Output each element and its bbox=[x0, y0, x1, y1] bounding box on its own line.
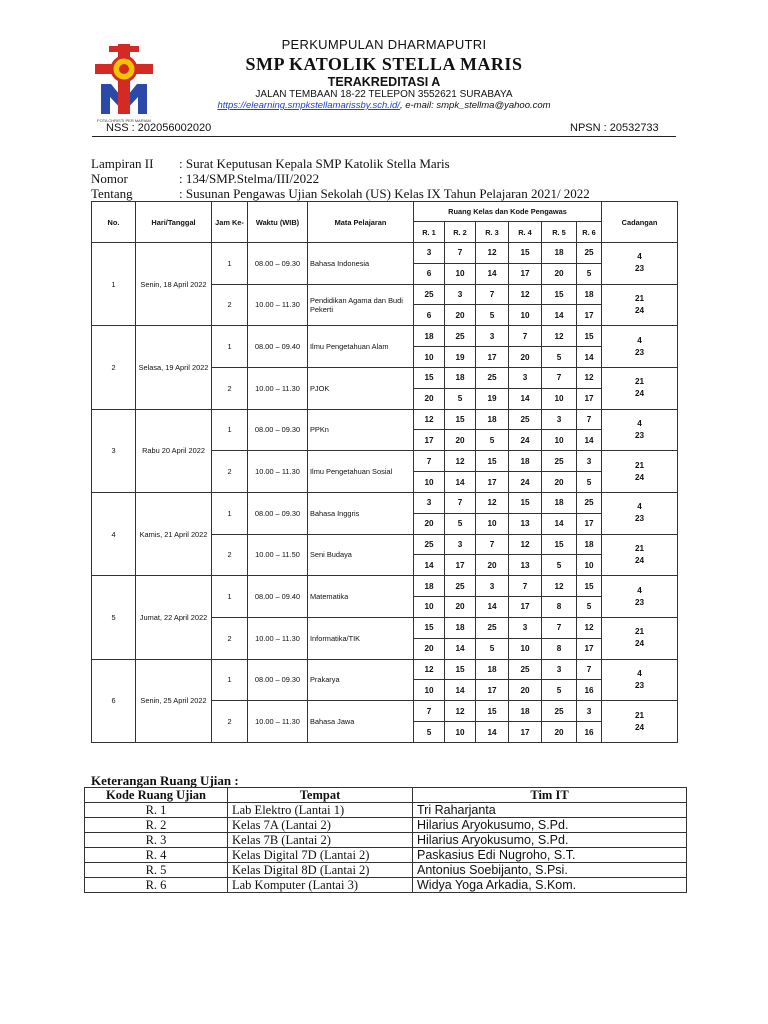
proctor-code: 17 bbox=[476, 680, 509, 701]
session-number: 2 bbox=[212, 284, 248, 326]
session-number: 2 bbox=[212, 617, 248, 659]
proctor-code: 17 bbox=[577, 513, 602, 534]
proctor-code: 20 bbox=[445, 305, 476, 326]
proctor-code: 15 bbox=[509, 243, 542, 264]
proctor-code: 7 bbox=[577, 409, 602, 430]
proctor-code: 15 bbox=[542, 534, 577, 555]
proctor-code: 17 bbox=[414, 430, 445, 451]
proctor-code: 10 bbox=[577, 555, 602, 576]
proctor-code: 14 bbox=[542, 513, 577, 534]
proctor-code: 16 bbox=[577, 680, 602, 701]
logo-caption: FOTA CHRISTI PER MARIAM bbox=[97, 118, 151, 123]
proctor-code: 15 bbox=[445, 409, 476, 430]
proctor-code: 25 bbox=[577, 492, 602, 513]
proctor-code: 5 bbox=[476, 305, 509, 326]
reserve-code: 21 bbox=[634, 377, 645, 387]
reserve-code: 24 bbox=[634, 639, 645, 649]
header-no: No. bbox=[92, 202, 136, 243]
session-time: 08.00 – 09.30 bbox=[248, 659, 308, 701]
proctor-code: 14 bbox=[577, 347, 602, 368]
proctor-code: 5 bbox=[542, 555, 577, 576]
proctor-code: 20 bbox=[476, 555, 509, 576]
session-subject: Bahasa Jawa bbox=[308, 701, 414, 743]
proctor-code: 18 bbox=[542, 243, 577, 264]
legend-row bbox=[85, 863, 687, 878]
meta-label: Lampiran II bbox=[91, 156, 154, 171]
proctor-code: 25 bbox=[542, 701, 577, 722]
meta-tentang bbox=[91, 186, 590, 202]
room-place: Kelas 7A (Lantai 2) bbox=[228, 818, 413, 833]
header-time: Waktu (WIB) bbox=[248, 202, 308, 243]
proctor-code: 14 bbox=[509, 388, 542, 409]
reserve-proctors bbox=[602, 243, 678, 285]
nss-number: NSS : 202056002020 bbox=[106, 122, 212, 134]
meta-lampiran bbox=[91, 156, 450, 172]
session-number: 2 bbox=[212, 534, 248, 576]
table-row bbox=[92, 326, 678, 347]
proctor-code: 18 bbox=[414, 326, 445, 347]
proctor-code: 18 bbox=[577, 284, 602, 305]
meta-label: Nomor bbox=[91, 171, 128, 186]
session-subject: PJOK bbox=[308, 367, 414, 409]
room-place: Lab Elektro (Lantai 1) bbox=[228, 803, 413, 818]
proctor-code: 10 bbox=[445, 722, 476, 743]
reserve-code: 23 bbox=[634, 264, 645, 274]
meta-value: : Surat Keputusan Kepala SMP Katolik Stella Maris bbox=[179, 156, 450, 171]
proctor-code: 3 bbox=[509, 617, 542, 638]
proctor-code: 3 bbox=[445, 284, 476, 305]
session-subject: Ilmu Pengetahuan Alam bbox=[308, 326, 414, 368]
proctor-code: 15 bbox=[542, 284, 577, 305]
room-code: R. 6 bbox=[85, 878, 228, 893]
proctor-code: 25 bbox=[414, 534, 445, 555]
email-text: , e-mail: smpk_stellma@yahoo.com bbox=[399, 100, 551, 111]
header-subject: Mata Pelajaran bbox=[308, 202, 414, 243]
session-subject: Bahasa Indonesia bbox=[308, 243, 414, 285]
proctor-code: 18 bbox=[509, 701, 542, 722]
proctor-code: 14 bbox=[476, 597, 509, 618]
proctor-code: 15 bbox=[476, 701, 509, 722]
proctor-code: 25 bbox=[445, 576, 476, 597]
proctor-code: 7 bbox=[476, 284, 509, 305]
it-staff: Hilarius Aryokusumo, S.Pd. bbox=[413, 833, 687, 848]
proctor-code: 20 bbox=[509, 680, 542, 701]
proctor-code: 12 bbox=[445, 451, 476, 472]
organization-name: PERKUMPULAN DHARMAPUTRI bbox=[281, 37, 487, 52]
reserve-code: 4 bbox=[637, 252, 642, 262]
proctor-code: 10 bbox=[542, 388, 577, 409]
proctor-code: 18 bbox=[445, 367, 476, 388]
reserve-code: 23 bbox=[634, 347, 645, 357]
meta-value: : 134/SMP.Stelma/III/2022 bbox=[179, 171, 320, 186]
session-time: 08.00 – 09.30 bbox=[248, 492, 308, 534]
proctor-code: 12 bbox=[476, 243, 509, 264]
proctor-code: 25 bbox=[445, 326, 476, 347]
session-subject: PPKn bbox=[308, 409, 414, 451]
day-date: Rabu 20 April 2022 bbox=[136, 409, 212, 492]
school-name: SMP KATOLIK STELLA MARIS bbox=[245, 54, 523, 74]
session-number: 1 bbox=[212, 243, 248, 285]
session-subject: Ilmu Pengetahuan Sosial bbox=[308, 451, 414, 493]
header-room-1: R. 1 bbox=[414, 222, 445, 243]
meta-label: Tentang bbox=[91, 186, 133, 201]
reserve-code: 4 bbox=[637, 335, 642, 345]
proctor-code: 17 bbox=[476, 347, 509, 368]
proctor-code: 10 bbox=[414, 680, 445, 701]
proctor-code: 17 bbox=[577, 638, 602, 659]
proctor-code: 5 bbox=[577, 263, 602, 284]
proctor-code: 18 bbox=[414, 576, 445, 597]
reserve-proctors bbox=[602, 576, 678, 618]
proctor-code: 3 bbox=[542, 659, 577, 680]
header-room-3: R. 3 bbox=[476, 222, 509, 243]
day-number: 6 bbox=[92, 659, 136, 742]
room-code: R. 5 bbox=[85, 863, 228, 878]
proctor-code: 7 bbox=[414, 451, 445, 472]
header-room-6: R. 6 bbox=[577, 222, 602, 243]
session-time: 10.00 – 11.30 bbox=[248, 701, 308, 743]
session-number: 1 bbox=[212, 326, 248, 368]
legend-header-it: Tim IT bbox=[413, 788, 687, 803]
session-number: 2 bbox=[212, 367, 248, 409]
proctor-code: 18 bbox=[445, 617, 476, 638]
reserve-code: 21 bbox=[634, 293, 645, 303]
proctor-code: 7 bbox=[445, 492, 476, 513]
room-legend-table bbox=[84, 787, 687, 893]
proctor-code: 12 bbox=[542, 326, 577, 347]
proctor-code: 12 bbox=[542, 576, 577, 597]
reserve-proctors bbox=[602, 659, 678, 701]
proctor-code: 7 bbox=[542, 617, 577, 638]
proctor-code: 18 bbox=[509, 451, 542, 472]
proctor-code: 16 bbox=[577, 722, 602, 743]
reserve-code: 24 bbox=[634, 555, 645, 565]
proctor-code: 24 bbox=[509, 472, 542, 493]
session-subject: Prakarya bbox=[308, 659, 414, 701]
proctor-code: 13 bbox=[509, 513, 542, 534]
proctor-code: 6 bbox=[414, 305, 445, 326]
proctor-code: 20 bbox=[414, 513, 445, 534]
table-row bbox=[92, 243, 678, 264]
proctor-code: 25 bbox=[509, 659, 542, 680]
proctor-code: 15 bbox=[414, 367, 445, 388]
proctor-code: 14 bbox=[542, 305, 577, 326]
proctor-code: 20 bbox=[542, 263, 577, 284]
legend-row bbox=[85, 833, 687, 848]
proctor-code: 20 bbox=[445, 430, 476, 451]
reserve-code: 21 bbox=[634, 460, 645, 470]
school-address: JALAN TEMBAAN 18-22 TELEPON 3552621 SURABAYA bbox=[255, 89, 513, 100]
session-time: 08.00 – 09.40 bbox=[248, 326, 308, 368]
reserve-proctors bbox=[602, 326, 678, 368]
it-staff: Antonius Soebijanto, S.Psi. bbox=[413, 863, 687, 878]
proctor-code: 14 bbox=[445, 638, 476, 659]
it-staff: Widya Yoga Arkadia, S.Kom. bbox=[413, 878, 687, 893]
session-time: 10.00 – 11.30 bbox=[248, 284, 308, 326]
session-time: 10.00 – 11.30 bbox=[248, 451, 308, 493]
proctor-code: 15 bbox=[509, 492, 542, 513]
legend-row bbox=[85, 878, 687, 893]
header-date: Hari/Tanggal bbox=[136, 202, 212, 243]
session-subject: Matematika bbox=[308, 576, 414, 618]
proctor-code: 14 bbox=[476, 722, 509, 743]
proctor-code: 15 bbox=[476, 451, 509, 472]
header-room-4: R. 4 bbox=[509, 222, 542, 243]
header-divider bbox=[92, 136, 676, 137]
proctor-code: 7 bbox=[445, 243, 476, 264]
reserve-code: 23 bbox=[634, 597, 645, 607]
proctor-code: 17 bbox=[509, 263, 542, 284]
proctor-code: 17 bbox=[577, 305, 602, 326]
proctor-code: 18 bbox=[542, 492, 577, 513]
session-number: 1 bbox=[212, 576, 248, 618]
proctor-code: 15 bbox=[414, 617, 445, 638]
reserve-proctors bbox=[602, 534, 678, 576]
proctor-code: 20 bbox=[509, 347, 542, 368]
it-staff: Paskasius Edi Nugroho, S.T. bbox=[413, 848, 687, 863]
session-subject: Pendidikan Agama dan Budi Pekerti bbox=[308, 284, 414, 326]
header-reserve: Cadangan bbox=[602, 202, 678, 243]
header-rooms-group: Ruang Kelas dan Kode Pengawas bbox=[414, 202, 602, 222]
website-link[interactable]: https://elearning.smpkstellamarissby.sch.id/ bbox=[217, 100, 400, 111]
room-place: Kelas 7B (Lantai 2) bbox=[228, 833, 413, 848]
proctor-code: 7 bbox=[577, 659, 602, 680]
proctor-code: 5 bbox=[542, 680, 577, 701]
legend-header-place: Tempat bbox=[228, 788, 413, 803]
exam-schedule-table bbox=[91, 201, 678, 743]
proctor-code: 12 bbox=[577, 367, 602, 388]
table-row bbox=[92, 576, 678, 597]
proctor-code: 10 bbox=[476, 513, 509, 534]
proctor-code: 17 bbox=[577, 388, 602, 409]
proctor-code: 3 bbox=[445, 534, 476, 555]
proctor-code: 12 bbox=[414, 659, 445, 680]
proctor-code: 20 bbox=[542, 472, 577, 493]
day-number: 4 bbox=[92, 492, 136, 575]
proctor-code: 3 bbox=[476, 576, 509, 597]
proctor-code: 3 bbox=[476, 326, 509, 347]
proctor-code: 7 bbox=[509, 576, 542, 597]
reserve-code: 23 bbox=[634, 430, 645, 440]
table-row bbox=[92, 409, 678, 430]
proctor-code: 12 bbox=[476, 492, 509, 513]
room-place: Kelas Digital 8D (Lantai 2) bbox=[228, 863, 413, 878]
session-number: 2 bbox=[212, 701, 248, 743]
contact-line bbox=[0, 100, 768, 111]
proctor-code: 7 bbox=[414, 701, 445, 722]
room-code: R. 3 bbox=[85, 833, 228, 848]
meta-value: : Susunan Pengawas Ujian Sekolah (US) Kelas IX Tahun Pelajaran 2021/ 2022 bbox=[179, 186, 590, 201]
legend-body bbox=[85, 803, 687, 893]
day-number: 3 bbox=[92, 409, 136, 492]
proctor-code: 14 bbox=[445, 680, 476, 701]
proctor-code: 3 bbox=[542, 409, 577, 430]
session-number: 2 bbox=[212, 451, 248, 493]
proctor-code: 20 bbox=[542, 722, 577, 743]
session-number: 1 bbox=[212, 492, 248, 534]
proctor-code: 5 bbox=[577, 597, 602, 618]
legend-row bbox=[85, 848, 687, 863]
header-room-5: R. 5 bbox=[542, 222, 577, 243]
proctor-code: 5 bbox=[414, 722, 445, 743]
proctor-code: 8 bbox=[542, 597, 577, 618]
proctor-code: 19 bbox=[476, 388, 509, 409]
proctor-code: 7 bbox=[509, 326, 542, 347]
proctor-code: 18 bbox=[476, 659, 509, 680]
reserve-code: 21 bbox=[634, 543, 645, 553]
proctor-code: 5 bbox=[577, 472, 602, 493]
reserve-proctors bbox=[602, 367, 678, 409]
session-subject: Seni Budaya bbox=[308, 534, 414, 576]
proctor-code: 10 bbox=[414, 472, 445, 493]
legend-row bbox=[85, 803, 687, 818]
proctor-code: 10 bbox=[414, 597, 445, 618]
room-code: R. 1 bbox=[85, 803, 228, 818]
proctor-code: 25 bbox=[476, 367, 509, 388]
room-code: R. 2 bbox=[85, 818, 228, 833]
session-subject: Informatika/TIK bbox=[308, 617, 414, 659]
proctor-code: 24 bbox=[509, 430, 542, 451]
proctor-code: 17 bbox=[476, 472, 509, 493]
proctor-code: 17 bbox=[509, 597, 542, 618]
proctor-code: 10 bbox=[414, 347, 445, 368]
proctor-code: 15 bbox=[577, 326, 602, 347]
session-time: 08.00 – 09.30 bbox=[248, 243, 308, 285]
proctor-code: 20 bbox=[414, 638, 445, 659]
proctor-code: 25 bbox=[542, 451, 577, 472]
reserve-proctors bbox=[602, 492, 678, 534]
proctor-code: 12 bbox=[445, 701, 476, 722]
day-date: Selasa, 19 April 2022 bbox=[136, 326, 212, 409]
day-date: Kamis, 21 April 2022 bbox=[136, 492, 212, 575]
reserve-proctors bbox=[602, 451, 678, 493]
proctor-code: 14 bbox=[414, 555, 445, 576]
reserve-code: 24 bbox=[634, 305, 645, 315]
proctor-code: 12 bbox=[577, 617, 602, 638]
table-row bbox=[92, 492, 678, 513]
session-number: 1 bbox=[212, 409, 248, 451]
room-legend-title: Keterangan Ruang Ujian : bbox=[91, 773, 239, 788]
proctor-code: 3 bbox=[414, 243, 445, 264]
proctor-code: 17 bbox=[509, 722, 542, 743]
proctor-code: 7 bbox=[542, 367, 577, 388]
proctor-code: 17 bbox=[445, 555, 476, 576]
proctor-code: 12 bbox=[509, 534, 542, 555]
it-staff: Tri Raharjanta bbox=[413, 803, 687, 818]
day-date: Senin, 18 April 2022 bbox=[136, 243, 212, 326]
reserve-code: 4 bbox=[637, 502, 642, 512]
reserve-code: 24 bbox=[634, 722, 645, 732]
accreditation: TERAKREDITASI A bbox=[327, 75, 441, 89]
day-date: Senin, 25 April 2022 bbox=[136, 659, 212, 742]
proctor-code: 15 bbox=[445, 659, 476, 680]
day-number: 2 bbox=[92, 326, 136, 409]
proctor-code: 6 bbox=[414, 263, 445, 284]
proctor-code: 5 bbox=[476, 430, 509, 451]
session-time: 08.00 – 09.40 bbox=[248, 576, 308, 618]
reserve-code: 21 bbox=[634, 627, 645, 637]
room-code: R. 4 bbox=[85, 848, 228, 863]
reserve-code: 4 bbox=[637, 585, 642, 595]
proctor-code: 14 bbox=[577, 430, 602, 451]
reserve-proctors bbox=[602, 409, 678, 451]
session-number: 1 bbox=[212, 659, 248, 701]
proctor-code: 5 bbox=[542, 347, 577, 368]
proctor-code: 14 bbox=[445, 472, 476, 493]
day-number: 5 bbox=[92, 576, 136, 659]
proctor-code: 5 bbox=[476, 638, 509, 659]
proctor-code: 3 bbox=[414, 492, 445, 513]
session-subject: Bahasa Inggris bbox=[308, 492, 414, 534]
proctor-code: 25 bbox=[414, 284, 445, 305]
reserve-code: 23 bbox=[634, 680, 645, 690]
reserve-proctors bbox=[602, 701, 678, 743]
proctor-code: 10 bbox=[445, 263, 476, 284]
proctor-code: 12 bbox=[414, 409, 445, 430]
it-staff: Hilarius Aryokusumo, S.Pd. bbox=[413, 818, 687, 833]
room-place: Lab Komputer (Lantai 3) bbox=[228, 878, 413, 893]
proctor-code: 7 bbox=[476, 534, 509, 555]
proctor-code: 10 bbox=[509, 305, 542, 326]
day-number: 1 bbox=[92, 243, 136, 326]
session-time: 10.00 – 11.30 bbox=[248, 617, 308, 659]
table-row bbox=[92, 659, 678, 680]
room-place: Kelas Digital 7D (Lantai 2) bbox=[228, 848, 413, 863]
proctor-code: 3 bbox=[509, 367, 542, 388]
proctor-code: 13 bbox=[509, 555, 542, 576]
header-session: Jam Ke- bbox=[212, 202, 248, 243]
day-date: Jumat, 22 April 2022 bbox=[136, 576, 212, 659]
proctor-code: 15 bbox=[577, 576, 602, 597]
proctor-code: 14 bbox=[476, 263, 509, 284]
reserve-code: 24 bbox=[634, 389, 645, 399]
proctor-code: 25 bbox=[577, 243, 602, 264]
proctor-code: 3 bbox=[577, 701, 602, 722]
proctor-code: 8 bbox=[542, 638, 577, 659]
proctor-code: 10 bbox=[509, 638, 542, 659]
proctor-code: 18 bbox=[577, 534, 602, 555]
reserve-code: 4 bbox=[637, 418, 642, 428]
reserve-code: 21 bbox=[634, 710, 645, 720]
legend-row bbox=[85, 818, 687, 833]
legend-header-code: Kode Ruang Ujian bbox=[85, 788, 228, 803]
header-room-2: R. 2 bbox=[445, 222, 476, 243]
proctor-code: 18 bbox=[476, 409, 509, 430]
reserve-code: 23 bbox=[634, 514, 645, 524]
proctor-code: 20 bbox=[414, 388, 445, 409]
proctor-code: 12 bbox=[509, 284, 542, 305]
proctor-code: 5 bbox=[445, 388, 476, 409]
proctor-code: 19 bbox=[445, 347, 476, 368]
session-time: 10.00 – 11.50 bbox=[248, 534, 308, 576]
reserve-code: 24 bbox=[634, 472, 645, 482]
reserve-code: 4 bbox=[637, 668, 642, 678]
proctor-code: 5 bbox=[445, 513, 476, 534]
session-time: 10.00 – 11.30 bbox=[248, 367, 308, 409]
proctor-code: 20 bbox=[445, 597, 476, 618]
proctor-code: 25 bbox=[509, 409, 542, 430]
reserve-proctors bbox=[602, 284, 678, 326]
proctor-code: 3 bbox=[577, 451, 602, 472]
session-time: 08.00 – 09.30 bbox=[248, 409, 308, 451]
schedule-body bbox=[92, 243, 678, 743]
reserve-proctors bbox=[602, 617, 678, 659]
proctor-code: 10 bbox=[542, 430, 577, 451]
meta-nomor bbox=[91, 171, 319, 187]
proctor-code: 25 bbox=[476, 617, 509, 638]
npsn-number: NPSN : 20532733 bbox=[570, 122, 659, 134]
